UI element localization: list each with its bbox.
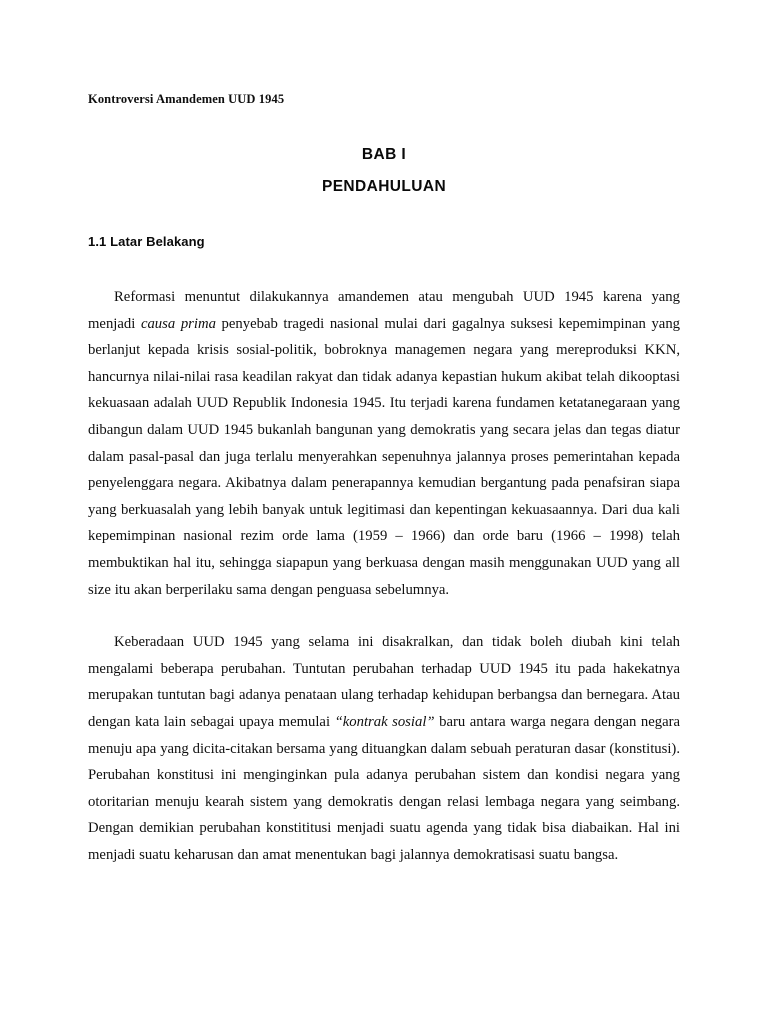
section-heading: 1.1 Latar Belakang xyxy=(88,234,205,249)
paragraph xyxy=(88,629,680,868)
text-run: Keberadaan UUD 1945 yang selama ini disakralkan, dan tidak boleh diubah kini telah mengalami beberapa perubahan. Tuntutan perubahan terhadap UUD 1945 itu pada hakekatnya merupakan tuntutan bagi adanya penataan ulang terhadap kehidupan berbangsa dan bernegara. Atau dengan kata lain sebagai upaya memulai xyxy=(88,634,680,730)
body-text-area xyxy=(88,284,680,868)
paragraph xyxy=(88,284,680,603)
italic-run: causa prima xyxy=(140,315,216,332)
running-header: Kontroversi Amandemen UUD 1945 xyxy=(88,92,285,106)
text-run: baru antara warga negara dengan negara menuju apa yang dicita-citakan bersama yang dituangkan dalam sebuah peraturan dasar (konstitusi). Perubahan konstitusi ini menginginkan pula adanya perubahan sistem dan kondisi negara yang otoritarian menuju kearah sistem yang demokratis dengan relasi lembaga negara yang seimbang. Dengan demikian perubahan konstititusi menjadi suatu agenda yang tidak bisa diabaikan. Hal ini menjadi suatu keharusan dan amat menentukan bagi jalannya demokratisasi suatu bangsa. xyxy=(88,713,681,863)
italic-run: “kontrak sosial” xyxy=(334,713,435,730)
chapter-heading-block xyxy=(88,146,680,196)
chapter-title: PENDAHULUAN xyxy=(321,178,447,195)
chapter-number: BAB I xyxy=(361,146,407,163)
text-run: penyebab tragedi nasional mulai dari gagalnya suksesi kepemimpinan yang berlanjut kepada krisis sosial-politik, bobroknya managemen negara yang mereproduksi KKN, hancurnya nilai-nilai rasa keadilan rakyat dan tidak adanya kepastian hukum akibat telah dikooptasi kekuasaan adalah UUD Republik Indonesia 1945. Itu terjadi karena fundamen ketatanegaraan yang dibangun dalam UUD 1945 bukanlah bangunan yang demokratis yang secara jelas dan tegas diatur dalam pasal-pasal dan juga terlalu menyerahkan sepenuhnya jalannya proses pemerintahan kepada penyelenggara negara. Akibatnya dalam penerapannya kemudian bergantung pada penafsiran siapa yang berkuasalah yang lebih banyak untuk legitimasi dan kepentingan kekuasaannya. Dari dua kali kepemimpinan nasional rezim orde lama (1959 – 1966) dan orde baru (1966 – 1998) telah membuktikan hal itu, sehingga siapapun yang berkuasa dengan masih menggunakan UUD yang all size itu akan berperilaku sama dengan penguasa sebelumnya. xyxy=(88,315,681,598)
text-run: Reformasi menuntut dilakukannya amandemen atau mengubah UUD 1945 karena yang menjadi xyxy=(88,289,680,332)
